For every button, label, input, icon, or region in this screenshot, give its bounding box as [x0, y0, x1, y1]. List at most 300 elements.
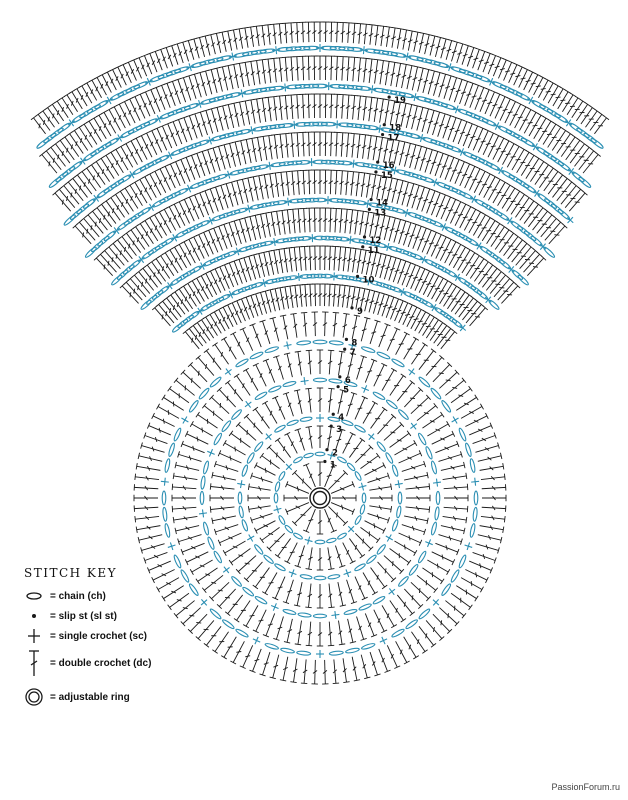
- double-crochet-top: [447, 569, 450, 575]
- double-crochet-top: [282, 95, 288, 96]
- double-crochet-bar: [457, 172, 462, 173]
- double-crochet-top: [94, 206, 99, 210]
- double-crochet-bar: [487, 187, 492, 188]
- chain-stitch: [441, 400, 452, 413]
- chain-stitch: [391, 628, 405, 638]
- double-crochet-bar: [477, 182, 482, 183]
- double-crochet-bar: [551, 94, 556, 95]
- double-crochet-bar: [120, 250, 121, 255]
- double-crochet-top: [301, 683, 307, 684]
- chain-stitch: [376, 441, 386, 452]
- double-crochet-top: [343, 682, 349, 683]
- double-crochet-top: [565, 90, 570, 93]
- chain-stitch: [164, 458, 170, 472]
- slip-stitch-marker: [381, 133, 384, 136]
- double-crochet-bar: [265, 468, 266, 473]
- double-crochet-top: [369, 59, 375, 60]
- double-crochet-top: [271, 58, 277, 59]
- chain-stitch: [274, 493, 278, 503]
- double-crochet-top: [541, 160, 546, 164]
- chain-stitch: [444, 269, 457, 279]
- double-crochet-top: [403, 29, 409, 30]
- chain-stitch: [513, 133, 528, 143]
- double-crochet-bar: [419, 588, 420, 593]
- double-crochet-bar: [91, 225, 92, 230]
- double-crochet-top: [351, 57, 357, 58]
- double-crochet-top: [243, 139, 249, 140]
- double-crochet-top: [67, 132, 72, 136]
- chain-stitch: [410, 253, 423, 261]
- single-crochet-bar: [281, 87, 289, 88]
- double-crochet-top: [569, 180, 574, 184]
- double-crochet-top: [448, 238, 454, 241]
- row-label-16: 16: [382, 161, 395, 172]
- double-crochet-bar: [277, 452, 278, 457]
- double-crochet-top: [404, 332, 410, 335]
- double-crochet-top: [123, 142, 129, 145]
- double-crochet-top: [507, 184, 512, 187]
- chain-stitch: [469, 523, 475, 537]
- double-crochet-top: [284, 209, 290, 210]
- double-crochet-bar: [168, 55, 171, 59]
- double-crochet-top: [391, 625, 397, 628]
- row-label-8: 8: [351, 338, 358, 349]
- chain-stitch: [265, 643, 279, 651]
- double-crochet-bar: [206, 364, 207, 369]
- double-crochet-top: [504, 516, 505, 522]
- chain-stitch: [63, 214, 76, 226]
- chain-stitch: [97, 141, 112, 152]
- single-crochet-bar: [350, 163, 358, 164]
- double-crochet-bar: [457, 257, 462, 258]
- chain-stitch: [417, 550, 427, 563]
- double-crochet-top: [599, 112, 604, 116]
- chain-stitch: [417, 432, 427, 445]
- double-crochet-top: [409, 30, 415, 31]
- double-crochet-bar: [546, 91, 551, 92]
- double-crochet-top: [79, 84, 85, 87]
- double-crochet-top: [486, 260, 491, 264]
- double-crochet-top: [501, 137, 507, 140]
- double-crochet-bar: [99, 218, 100, 223]
- double-crochet-top: [256, 175, 262, 176]
- double-crochet-bar: [487, 102, 492, 103]
- chain-stitch: [182, 314, 194, 324]
- chain-stitch: [120, 129, 135, 139]
- double-crochet-top: [89, 163, 94, 167]
- double-crochet-top: [536, 202, 541, 206]
- chain-stitch: [376, 351, 390, 360]
- chain-stitch: [263, 554, 274, 564]
- double-crochet-top: [440, 412, 444, 417]
- chain-stitch: [236, 129, 251, 136]
- chain-stitch: [441, 583, 452, 596]
- double-crochet-top: [210, 483, 211, 489]
- double-crochet-top: [145, 263, 150, 267]
- double-crochet-top: [176, 243, 182, 246]
- double-crochet-bar: [537, 128, 542, 129]
- double-crochet-top: [373, 174, 379, 175]
- double-crochet-top: [273, 211, 279, 212]
- double-crochet-top: [98, 157, 103, 160]
- double-crochet-top: [94, 160, 99, 164]
- chain-stitch: [162, 491, 166, 505]
- row-label-11: 11: [367, 245, 380, 256]
- slip-stitch-icon: [24, 609, 46, 623]
- double-crochet-top: [357, 23, 363, 24]
- double-crochet-top: [590, 106, 595, 110]
- double-crochet-top: [277, 134, 283, 135]
- double-crochet-bar: [53, 158, 54, 163]
- double-crochet-bar: [439, 247, 444, 248]
- double-crochet-bar: [447, 168, 452, 169]
- row-label-12: 12: [369, 235, 382, 246]
- chain-stitch: [231, 409, 243, 421]
- double-crochet-top: [354, 680, 360, 681]
- chain-stitch: [274, 424, 286, 433]
- double-crochet-top: [149, 260, 154, 264]
- double-crochet-top: [58, 139, 63, 143]
- chain-stitch: [213, 550, 223, 563]
- double-crochet-top: [253, 26, 259, 27]
- chain-stitch: [303, 452, 313, 458]
- chain-stitch: [516, 91, 531, 101]
- key-row-single-crochet: [24, 626, 254, 646]
- double-crochet-bar: [259, 620, 264, 621]
- double-crochet-bar: [434, 245, 439, 246]
- chain-stitch: [329, 378, 342, 383]
- double-crochet-bar: [495, 66, 500, 67]
- single-crochet-bar: [331, 614, 339, 615]
- chain-stitch: [447, 145, 462, 154]
- double-crochet-top: [506, 139, 512, 142]
- double-crochet-bar: [377, 375, 382, 376]
- chain-stitch: [441, 103, 456, 111]
- chain-stitch: [140, 299, 152, 310]
- adjustable-ring-center: [310, 488, 330, 508]
- double-crochet-top: [386, 99, 392, 100]
- chain-stitch: [218, 293, 230, 301]
- double-crochet-top: [333, 683, 339, 684]
- chain-stitch: [550, 155, 564, 166]
- chain-stitch: [84, 246, 97, 258]
- double-crochet-top: [254, 98, 260, 99]
- double-crochet-bar: [492, 105, 497, 106]
- double-crochet-top: [374, 136, 380, 137]
- chain-stitch: [353, 200, 367, 205]
- double-crochet-top: [369, 97, 375, 98]
- slip-stitch-marker: [332, 413, 335, 416]
- double-crochet-bar: [412, 595, 413, 600]
- double-crochet-top: [369, 25, 375, 26]
- double-crochet-top: [475, 596, 478, 601]
- double-crochet-top: [431, 643, 436, 647]
- chain-stitch: [109, 91, 124, 101]
- chain-stitch: [550, 203, 564, 215]
- chain-stitch: [110, 178, 124, 189]
- double-crochet-top: [172, 246, 178, 249]
- double-crochet-top: [306, 569, 312, 570]
- double-crochet-bar: [117, 205, 119, 210]
- chain-stitch: [151, 289, 163, 300]
- double-crochet-bar: [218, 196, 221, 200]
- chain-stitch: [372, 391, 385, 401]
- chain-stitch: [431, 461, 438, 475]
- double-crochet-bar: [491, 146, 496, 147]
- chain-stitch: [501, 170, 515, 180]
- double-crochet-bar: [471, 581, 472, 586]
- double-crochet-bar: [468, 220, 473, 221]
- double-crochet-bar: [516, 159, 521, 160]
- slip-stitch-marker: [323, 460, 326, 463]
- chain-stitch: [123, 215, 137, 226]
- chain-stitch: [130, 211, 144, 222]
- chain-stitch: [364, 125, 379, 131]
- chain-stitch: [203, 522, 210, 536]
- single-crochet-bar: [290, 125, 298, 126]
- double-crochet-bar: [452, 170, 457, 171]
- double-crochet-top: [410, 612, 415, 616]
- chain-stitch: [418, 376, 431, 388]
- chain-stitch: [278, 515, 286, 525]
- chain-stitch: [283, 381, 297, 388]
- row-label-7: 7: [349, 348, 356, 359]
- double-crochet-bar: [409, 317, 414, 318]
- chain-stitch: [536, 146, 550, 157]
- chain-stitch: [329, 651, 343, 656]
- double-crochet-bar: [531, 83, 536, 84]
- double-crochet-bar: [138, 285, 139, 290]
- double-crochet-bar: [169, 308, 170, 313]
- double-crochet-top: [84, 81, 90, 84]
- double-crochet-top: [570, 93, 575, 96]
- watermark: PassionForum.ru: [551, 782, 620, 792]
- double-crochet-top: [540, 76, 546, 79]
- chain-stitch: [436, 491, 440, 504]
- double-crochet-bar: [390, 339, 395, 340]
- double-crochet-bar: [448, 210, 453, 211]
- double-crochet-top: [223, 550, 226, 556]
- double-crochet-bar: [508, 112, 513, 113]
- double-crochet-top: [344, 209, 350, 210]
- double-crochet-bar: [433, 627, 434, 632]
- chain-stitch: [188, 400, 199, 413]
- double-crochet-top: [414, 440, 417, 446]
- double-crochet-top: [161, 208, 167, 211]
- double-crochet-bar: [193, 446, 194, 451]
- chain-stitch: [408, 564, 419, 577]
- double-crochet-top: [351, 95, 357, 96]
- double-crochet-top: [480, 587, 483, 593]
- chain-stitch: [175, 229, 189, 238]
- chain-stitch: [90, 146, 104, 157]
- chain-stitch: [284, 524, 293, 533]
- double-crochet-top: [360, 554, 365, 558]
- double-crochet-bar: [278, 587, 283, 588]
- double-crochet-bar: [501, 151, 506, 152]
- double-crochet-top: [434, 403, 438, 408]
- double-crochet-top: [64, 93, 69, 96]
- chain-stitch: [465, 237, 479, 247]
- double-crochet-top: [259, 25, 265, 26]
- double-crochet-bar: [108, 261, 109, 266]
- slip-stitch-marker: [361, 245, 364, 248]
- chain-stitch: [481, 202, 495, 212]
- key-row-chain: [24, 586, 254, 606]
- chain-stitch: [464, 281, 477, 291]
- key-label-single-crochet: = single crochet (sc): [50, 630, 147, 642]
- double-crochet-bar: [386, 380, 391, 381]
- double-crochet-top: [242, 62, 248, 63]
- chain-stitch: [505, 129, 520, 139]
- chain-stitch: [440, 310, 452, 320]
- double-crochet-top: [367, 173, 373, 174]
- single-crochet-bar: [475, 478, 476, 486]
- chain-stitch: [337, 532, 347, 540]
- double-crochet-top: [349, 209, 355, 210]
- double-crochet-top: [515, 235, 520, 239]
- double-crochet-bar: [417, 279, 422, 280]
- double-crochet-top: [468, 205, 474, 208]
- double-crochet-top: [386, 61, 392, 62]
- double-crochet-top: [372, 592, 378, 595]
- double-crochet-top: [242, 27, 248, 28]
- chain-stitch: [458, 554, 467, 568]
- double-crochet-top: [254, 462, 257, 468]
- double-crochet-bar: [75, 189, 76, 194]
- double-crochet-top: [328, 607, 334, 608]
- row-label-4: 4: [338, 413, 345, 424]
- chain-stitch: [172, 323, 183, 333]
- double-crochet-top: [147, 172, 153, 175]
- double-crochet-top: [431, 349, 436, 353]
- double-crochet-top: [283, 171, 289, 172]
- double-crochet-top: [531, 154, 536, 157]
- double-crochet-bar: [235, 389, 236, 394]
- stitch-key-title: STITCH KEY: [24, 566, 118, 580]
- double-crochet-top: [363, 24, 369, 25]
- double-crochet-top: [260, 538, 264, 543]
- double-crochet-top: [533, 111, 539, 114]
- double-crochet-bar: [439, 373, 444, 374]
- double-crochet-bar: [476, 139, 481, 140]
- double-crochet-top: [328, 388, 334, 389]
- double-crochet-bar: [419, 239, 424, 240]
- chain-stitch: [164, 523, 170, 537]
- row-label-17: 17: [387, 133, 400, 144]
- double-crochet-bar: [230, 456, 231, 461]
- double-crochet-top: [526, 151, 531, 154]
- chain-stitch: [329, 340, 343, 345]
- double-crochet-bar: [408, 275, 413, 276]
- double-crochet-top: [517, 190, 522, 193]
- chain-stitch: [314, 576, 326, 580]
- double-crochet-top: [372, 401, 378, 404]
- chain-stitch: [200, 491, 204, 504]
- double-crochet-top: [376, 453, 380, 458]
- double-crochet-top: [31, 116, 36, 120]
- double-crochet-top: [512, 186, 517, 189]
- double-crochet-top: [280, 680, 286, 681]
- double-crochet-bar: [49, 161, 50, 166]
- double-crochet-top: [186, 238, 192, 241]
- double-crochet-top: [563, 129, 568, 133]
- double-crochet-bar: [62, 200, 63, 205]
- row-label-1: 1: [329, 460, 336, 471]
- double-crochet-bar: [506, 154, 511, 155]
- double-crochet-bar: [482, 100, 487, 101]
- double-crochet-top: [275, 438, 280, 442]
- chain-stitch: [457, 276, 470, 286]
- chain-stitch: [531, 99, 546, 109]
- double-crochet-top: [81, 122, 86, 125]
- double-crochet-top: [247, 27, 253, 28]
- double-crochet-bar: [297, 486, 298, 491]
- chain-stitch: [469, 458, 475, 472]
- double-crochet-top: [577, 139, 582, 143]
- double-crochet-bar: [76, 141, 78, 146]
- chain-stitch: [438, 265, 451, 274]
- double-crochet-top: [472, 251, 477, 254]
- double-crochet-top: [36, 112, 41, 116]
- double-crochet-top: [363, 58, 369, 59]
- double-crochet-top: [230, 29, 236, 30]
- slip-stitch-marker: [356, 275, 359, 278]
- chain-stitch: [300, 416, 312, 422]
- key-label-chain: = chain (ch): [50, 590, 106, 602]
- double-crochet-top: [271, 96, 277, 97]
- double-crochet-top: [565, 176, 570, 180]
- double-crochet-top: [135, 516, 136, 522]
- double-crochet-top: [528, 108, 534, 111]
- double-crochet-top: [152, 170, 158, 173]
- chain-stitch: [508, 174, 522, 185]
- chain-stitch: [430, 387, 442, 400]
- double-crochet-top: [356, 172, 362, 173]
- double-crochet-top: [136, 270, 141, 274]
- slip-stitch-marker: [376, 161, 379, 164]
- double-crochet-bar: [536, 86, 541, 87]
- double-crochet-bar: [521, 78, 526, 79]
- single-crochet-bar: [225, 369, 231, 374]
- double-crochet-top: [469, 605, 473, 610]
- double-crochet-top: [488, 216, 493, 219]
- double-crochet-bar: [407, 349, 412, 350]
- chain-stitch: [396, 506, 402, 518]
- double-crochet-top: [375, 25, 381, 26]
- chain-stitch: [116, 269, 129, 281]
- double-crochet-bar: [198, 371, 199, 376]
- double-crochet-bar: [410, 398, 415, 399]
- double-crochet-bar: [510, 73, 515, 74]
- chain-stitch: [224, 250, 237, 258]
- double-crochet-top: [555, 170, 560, 174]
- double-crochet-bar: [268, 624, 273, 625]
- double-crochet-top: [106, 108, 112, 111]
- double-crochet-top: [72, 129, 77, 133]
- chain-stitch: [253, 242, 266, 249]
- double-crochet-top: [99, 73, 105, 76]
- double-crochet-bar: [443, 250, 448, 251]
- double-crochet-bar: [202, 428, 203, 433]
- double-crochet-top: [543, 117, 549, 120]
- double-crochet-top: [516, 145, 522, 148]
- slip-stitch-marker: [345, 338, 348, 341]
- double-crochet-top: [137, 178, 143, 181]
- chain-stitch: [43, 132, 57, 144]
- double-crochet-top: [268, 212, 274, 213]
- double-crochet-bar: [227, 396, 228, 401]
